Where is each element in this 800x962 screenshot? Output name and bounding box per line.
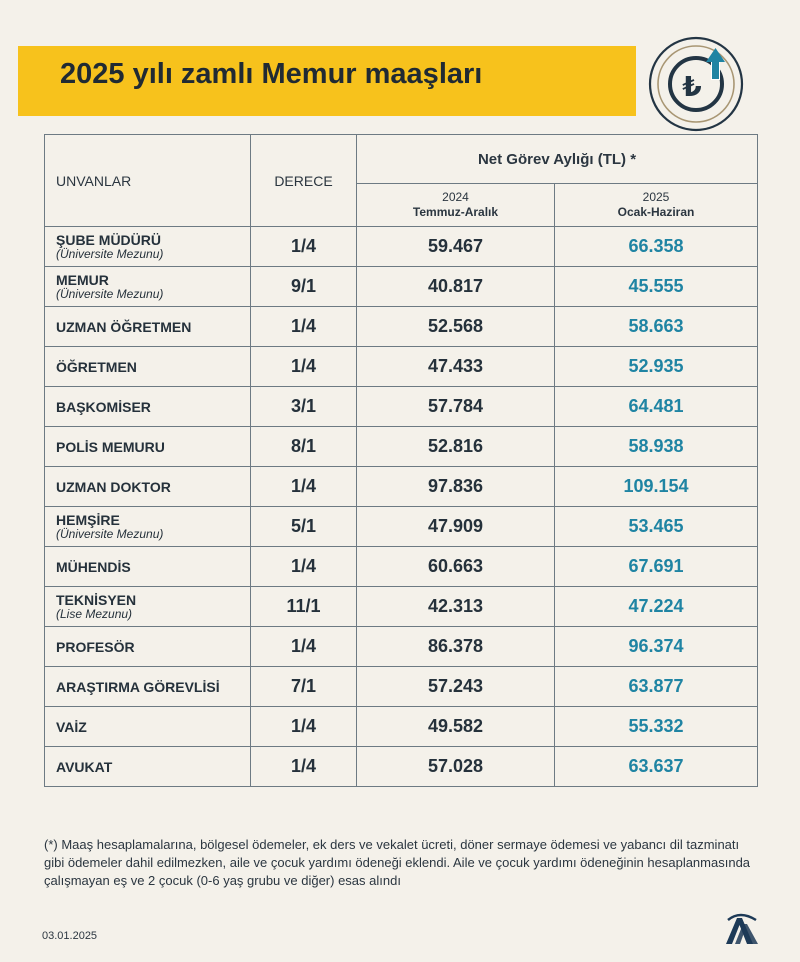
cell-2025: 67.691 — [555, 547, 758, 587]
table-row — [45, 747, 758, 787]
cell-unvan — [45, 667, 251, 707]
cell-unvan — [45, 547, 251, 587]
header-2025-year: 2025 — [642, 190, 670, 204]
cell-2024: 60.663 — [357, 547, 555, 587]
row-title: TEKNİSYEN — [56, 592, 137, 608]
table-row — [45, 227, 758, 267]
publish-date: 03.01.2025 — [42, 930, 98, 942]
cell-derece: 3/1 — [251, 387, 357, 427]
cell-unvan — [45, 347, 251, 387]
header-period-2024 — [357, 184, 555, 227]
table-row — [45, 627, 758, 667]
row-title: POLİS MEMURU — [56, 438, 165, 455]
cell-2024: 97.836 — [357, 467, 555, 507]
header-2025-range: Ocak-Haziran — [617, 205, 695, 219]
row-title: BAŞKOMİSER — [56, 398, 151, 415]
row-title: UZMAN DOKTOR — [56, 478, 171, 495]
cell-2025: 63.877 — [555, 667, 758, 707]
cell-2025: 66.358 — [555, 227, 758, 267]
cell-2025: 96.374 — [555, 627, 758, 667]
cell-unvan — [45, 427, 251, 467]
page-title: 2025 yılı zamlı Memur maaşları — [60, 58, 483, 90]
table-row — [45, 467, 758, 507]
cell-2024: 40.817 — [357, 267, 555, 307]
cell-unvan — [45, 587, 251, 627]
cell-2025: 58.663 — [555, 307, 758, 347]
table-row — [45, 587, 758, 627]
cell-derece: 1/4 — [251, 627, 357, 667]
cell-unvan — [45, 467, 251, 507]
cell-2024: 52.816 — [357, 427, 555, 467]
cell-2024: 57.028 — [357, 747, 555, 787]
row-title: ÖĞRETMEN — [56, 358, 137, 375]
cell-2024: 47.909 — [357, 507, 555, 547]
cell-derece: 5/1 — [251, 507, 357, 547]
cell-unvan — [45, 267, 251, 307]
cell-derece: 1/4 — [251, 547, 357, 587]
row-title: VAİZ — [56, 718, 87, 735]
cell-derece: 1/4 — [251, 467, 357, 507]
row-title: ARAŞTIRMA GÖREVLİSİ — [56, 678, 220, 695]
row-title: AVUKAT — [56, 758, 113, 775]
cell-2025: 58.938 — [555, 427, 758, 467]
cell-2025: 64.481 — [555, 387, 758, 427]
table-row — [45, 267, 758, 307]
header-2024-range: Temmuz-Aralık — [412, 205, 499, 219]
cell-2025: 63.637 — [555, 747, 758, 787]
cell-2025: 52.935 — [555, 347, 758, 387]
cell-unvan — [45, 387, 251, 427]
cell-unvan — [45, 747, 251, 787]
header-unvan: UNVANLAR — [45, 135, 251, 227]
table-row — [45, 547, 758, 587]
row-subtitle: (Üniversite Mezunu) — [56, 247, 164, 261]
cell-unvan — [45, 707, 251, 747]
cell-2024: 49.582 — [357, 707, 555, 747]
row-title: MEMUR — [56, 272, 109, 288]
anadolu-agency-logo-icon — [722, 912, 762, 948]
row-title: MÜHENDİS — [56, 558, 131, 575]
cell-2025: 53.465 — [555, 507, 758, 547]
row-title: HEMŞİRE — [56, 512, 120, 528]
table-row — [45, 347, 758, 387]
row-subtitle: (Lise Mezunu) — [56, 607, 133, 621]
cell-derece: 1/4 — [251, 707, 357, 747]
cell-unvan — [45, 227, 251, 267]
cell-2024: 52.568 — [357, 307, 555, 347]
table-row — [45, 707, 758, 747]
svg-text:₺: ₺ — [682, 70, 702, 103]
cell-2024: 86.378 — [357, 627, 555, 667]
cell-unvan — [45, 307, 251, 347]
table-row — [45, 427, 758, 467]
cell-derece: 1/4 — [251, 747, 357, 787]
table-row — [45, 667, 758, 707]
cell-2025: 45.555 — [555, 267, 758, 307]
cell-2024: 57.243 — [357, 667, 555, 707]
cell-derece: 1/4 — [251, 347, 357, 387]
cell-2025: 55.332 — [555, 707, 758, 747]
table-row — [45, 307, 758, 347]
salary-table — [44, 134, 758, 787]
cell-derece: 9/1 — [251, 267, 357, 307]
row-title: UZMAN ÖĞRETMEN — [56, 318, 192, 335]
cell-derece: 1/4 — [251, 307, 357, 347]
header-derece: DERECE — [251, 135, 357, 227]
table-row — [45, 387, 758, 427]
cell-derece: 1/4 — [251, 227, 357, 267]
cell-2024: 42.313 — [357, 587, 555, 627]
lira-rising-icon — [640, 34, 752, 134]
cell-2024: 47.433 — [357, 347, 555, 387]
cell-derece: 7/1 — [251, 667, 357, 707]
cell-derece: 11/1 — [251, 587, 357, 627]
cell-unvan — [45, 627, 251, 667]
cell-2025: 47.224 — [555, 587, 758, 627]
header-period-2025 — [555, 184, 758, 227]
row-title: PROFESÖR — [56, 638, 135, 655]
table-row — [45, 507, 758, 547]
cell-2025: 109.154 — [555, 467, 758, 507]
row-title: ŞUBE MÜDÜRÜ — [56, 232, 161, 248]
cell-2024: 57.784 — [357, 387, 555, 427]
row-subtitle: (Üniversite Mezunu) — [56, 527, 164, 541]
header-net-salary: Net Görev Aylığı (TL) * — [357, 135, 758, 184]
cell-derece: 8/1 — [251, 427, 357, 467]
row-subtitle: (Üniversite Mezunu) — [56, 287, 164, 301]
footnote: (*) Maaş hesaplamalarına, bölgesel ödemeler, ek ders ve vekalet ücreti, döner sermaye ödemesi ve yabancı dil tazminatı gibi ödemeler dahil edilmezken, aile ve çocuk yardımı ödeneği eklendi. Aile ve çocuk yardımı ödeneğinin hesaplanmasında çalışmayan eş ve 2 çocuk (0-6 yaş grubu ve diğer) esas alındı — [44, 837, 751, 888]
cell-2024: 59.467 — [357, 227, 555, 267]
cell-unvan — [45, 507, 251, 547]
header-2024-year: 2024 — [442, 190, 469, 204]
